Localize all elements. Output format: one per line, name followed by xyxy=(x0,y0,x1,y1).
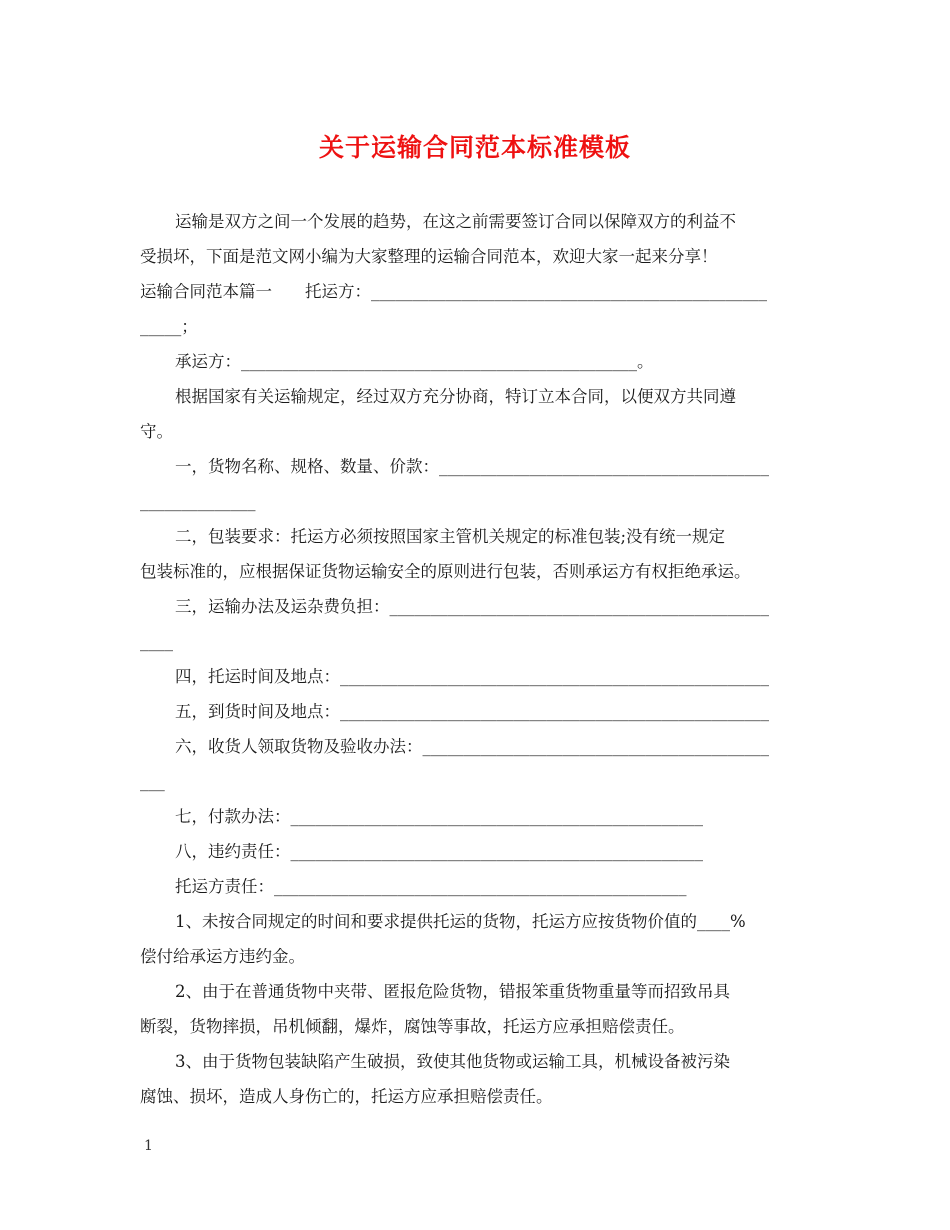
paragraph-line: 托运方责任：__________________________________________________ xyxy=(175,877,687,896)
paragraph-line: ___ xyxy=(140,772,165,791)
paragraph-line: 2、由于在普通货物中夹带、匿报危险货物，错报笨重货物重量等而招致吊具 xyxy=(175,982,730,1001)
paragraph-line: 承运方：________________________________________________。 xyxy=(175,352,654,371)
document-body xyxy=(140,204,812,1114)
paragraph-line: 3、由于货物包装缺陷产生破损，致使其他货物或运输工具，机械设备被污染 xyxy=(175,1052,730,1071)
paragraph-line: 八，违约责任：__________________________________________________ xyxy=(175,842,703,861)
paragraph-line: 腐蚀、损坏，造成人身伤亡的，托运方应承担赔偿责任。 xyxy=(140,1087,553,1106)
paragraph-line: 四，托运时间及地点：____________________________________________________ xyxy=(175,667,769,686)
paragraph-line: ______________ xyxy=(140,492,256,511)
paragraph-line: 一，货物名称、规格、数量、价款：________________________________________ xyxy=(175,457,769,476)
paragraph-line: 七，付款办法：__________________________________________________ xyxy=(175,807,703,826)
paragraph-line: 包装标准的，应根据保证货物运输安全的原则进行包装，否则承运方有权拒绝承运。 xyxy=(140,562,751,581)
document-title: 关于运输合同范本标准模板 xyxy=(318,133,631,162)
paragraph-line: 运输是双方之间一个发展的趋势，在这之前需要签订合同以保障双方的利益不 xyxy=(175,212,736,231)
paragraph-line: 三，运输办法及运杂费负担：______________________________________________ xyxy=(175,597,769,616)
paragraph-line: 断裂，货物摔损，吊机倾翻，爆炸，腐蚀等事故，托运方应承担赔偿责任。 xyxy=(140,1017,685,1036)
paragraph-line: 二，包装要求：托运方必须按照国家主管机关规定的标准包装;没有统一规定 xyxy=(175,527,726,546)
paragraph-line: 1、未按合同规定的时间和要求提供托运的货物，托运方应按货物价值的____% xyxy=(175,912,746,931)
paragraph-line: _____； xyxy=(140,317,198,336)
paragraph-line: 六，收货人领取货物及验收办法：__________________________________________ xyxy=(175,737,769,756)
paragraph-line: 守。 xyxy=(140,422,173,441)
paragraph-line: 五，到货时间及地点：____________________________________________________ xyxy=(175,702,769,721)
paragraph-line: 受损坏，下面是范文网小编为大家整理的运输合同范本，欢迎大家一起来分享！ xyxy=(140,247,718,266)
paragraph-line: 根据国家有关运输规定，经过双方充分协商，特订立本合同，以便双方共同遵 xyxy=(175,387,736,406)
paragraph-line: ____ xyxy=(140,632,173,651)
paragraph-line: 偿付给承运方违约金。 xyxy=(140,947,305,966)
paragraph-line: 运输合同范本篇一 托运方：________________________________________________ xyxy=(140,282,767,301)
page-number: 1 xyxy=(144,1138,153,1154)
